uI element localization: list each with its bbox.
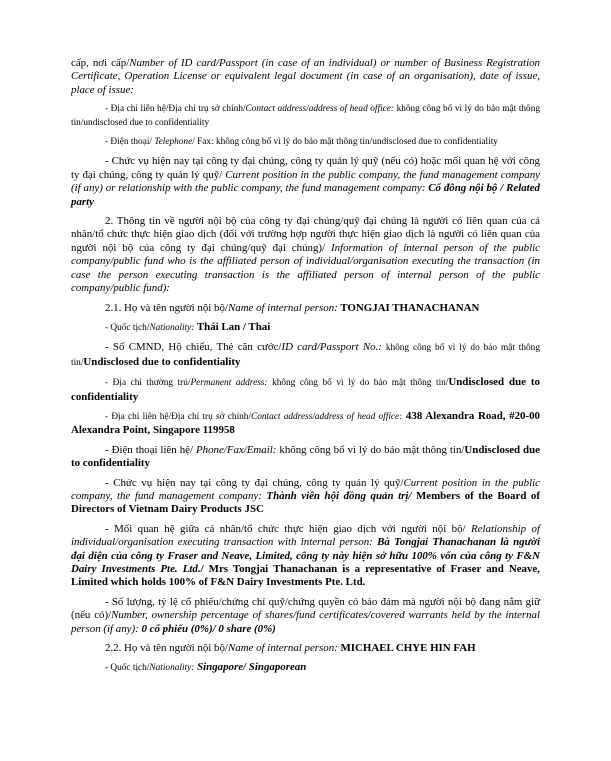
label-en: Relationship of individual/organisation executing transaction with internal person: [71,522,541,549]
current-position-1 [71,155,540,209]
shares-held [71,596,540,636]
value: Singapore/ Singaporean [194,661,307,674]
value: không công bố vì lý do bảo mật thông tin/ [276,443,465,456]
text-en: Number of ID card/Passport (in case of an individual) or number of Business Registration Certificate, Operation License or equivalent legal document (in case of an organisation), date of issue, place of issue: [71,57,540,96]
value-vi: Thành viên hội đồng quản trị/ [266,489,412,502]
value: TONGJAI THANACHANAN [337,301,480,314]
value: không công bố vì lý do bảo mật thông tin/ [71,343,540,368]
label-en: Contact address/address of head office: [245,104,395,115]
value-vi: Bà Tongjai Thanachanan là người đại diện của công ty Fraser and Neave, Limited, công ty này hiện sở hữu 100% vốn của công ty F&N Dairy Investments Pte. Ltd. [71,536,540,575]
telephone-2 [71,444,540,471]
label-en: Name of internal person: [227,642,338,655]
permanent-address-1 [71,376,540,404]
section-2-heading [71,215,540,295]
internal-person-2-2-name [71,642,540,655]
label-en: Nationality: [149,663,195,674]
label-en: Permanent address: [190,378,268,389]
value: không công bố vì lý do bảo mật thông tin/undisclosed due to confidentiality [71,104,540,128]
label-vi: - Số CMND, Hộ chiếu, Thẻ căn cước/ [105,341,282,354]
value-en: / Mrs Tongjai Thanachanan is a representative of Fraser and Neave, Limited which holds 100% of F&N Dairy Investments Pte. Ltd. [71,563,540,589]
label-vi: - Chức vụ hiện nay tại công ty đại chúng, công ty quản lý quỹ/ [105,476,404,489]
label-vi: - Quốc tịch/ [105,663,150,674]
label-en: Contact address/address of head office: [251,411,403,422]
text-vi: 2. Thông tin về người nội bộ của công ty đại chúng/quỹ đại chúng là người có liên quan của cá nhân/tổ chức thực hiện giao dịch (đối với trường hợp người thực hiện giao dịch là người có liên quan của người nội bộ của công ty đại chúng/quỹ đại chúng)/ [71,215,540,254]
value-en: Undisclosed due to confidentiality [83,355,241,368]
nationality-1 [71,321,540,335]
label-vi: 2.1. Họ và tên người nội bộ/ [105,301,228,314]
label-vi: - Điện thoại/ [105,137,155,148]
contact-address-2 [71,410,540,438]
value: không công bố vì lý do bảo mật thông tin/ [267,378,449,389]
value: / Fax: không công bố vì lý do bảo mật thông tin/undisclosed due to confidentiality [192,137,498,148]
label-vi: - Số lượng, tỷ lệ cổ phiếu/chứng chỉ quỹ/chứng quyền có bảo đảm mà người nội bộ đang nắm giữ (nếu có)/ [71,595,540,622]
value: Cổ đông nội bộ / Related party [71,182,540,208]
label-en: Telephone [154,137,193,148]
value: MICHAEL CHYE HIN FAH [337,642,476,655]
label-en: Name of internal person: [227,301,338,314]
value: 438 Alexandra Road, #20-00 Alexandra Point, Singapore 119958 [71,409,540,437]
label-vi: - Điện thoại liên hệ/ [105,443,196,456]
label-vi: - Mối quan hệ giữa cá nhân/tổ chức thực hiện giao dịch với người nội bộ/ [105,522,472,535]
label-vi: - Địa chỉ liên hệ/Địa chỉ trụ sở chính/ [105,104,246,115]
label-en: Phone/Fax/Email: [195,443,277,456]
text-en: Information of internal person of the public company/public fund who is the affiliated person of individual/organisation executing the transaction (in case the person executing transaction is the affiliated person of internal person of the public company/public fund): [71,241,540,295]
value: 0 cổ phiếu (0%)/ 0 share (0%) [141,622,276,635]
label-en: ID card/Passport No.: [281,341,382,354]
label-en: Number, ownership percentage of shares/fund certificates/covered warrants held by the internal person (if any): [71,609,540,635]
nationality-2 [71,661,540,675]
telephone-1 [71,136,540,149]
id-info-continued [71,57,540,97]
internal-person-2-1-name [71,302,540,315]
relationship [71,523,540,590]
label-en: Current position in the public company, the fund management company (if any) or relationship with the public company, the fund management company: [71,168,541,195]
text-vi: cấp, nơi cấp/ [71,57,130,69]
value: Thái Lan / Thai [194,320,271,333]
value-en: Members of the Board of Directors of Vietnam Dairy Products JSC [71,489,541,516]
label-vi: 2.2. Họ và tên người nội bộ/ [105,642,228,655]
label-en: Current position in the public company, the fund management company: [71,476,540,502]
value-en: Undisclosed due to confidentiality [71,443,540,470]
label-en: Nationality: [149,322,195,333]
label-vi: - Địa chỉ liên hệ/Địa chỉ trụ sở chính/ [105,411,252,422]
value-en: Undisclosed due to confidentiality [71,376,540,403]
label-vi: - Chức vụ hiện nay tại công ty đại chúng, công ty quản lý quỹ (nếu có) hoặc mối quan hệ với công ty đại chúng, công ty quản lý quỹ/ [71,155,540,181]
label-vi: - Địa chỉ thường trú/ [105,378,191,389]
contact-address-1 [71,103,540,130]
id-card-1 [71,341,540,370]
current-position-2 [71,477,540,517]
label-vi: - Quốc tịch/ [105,322,150,333]
